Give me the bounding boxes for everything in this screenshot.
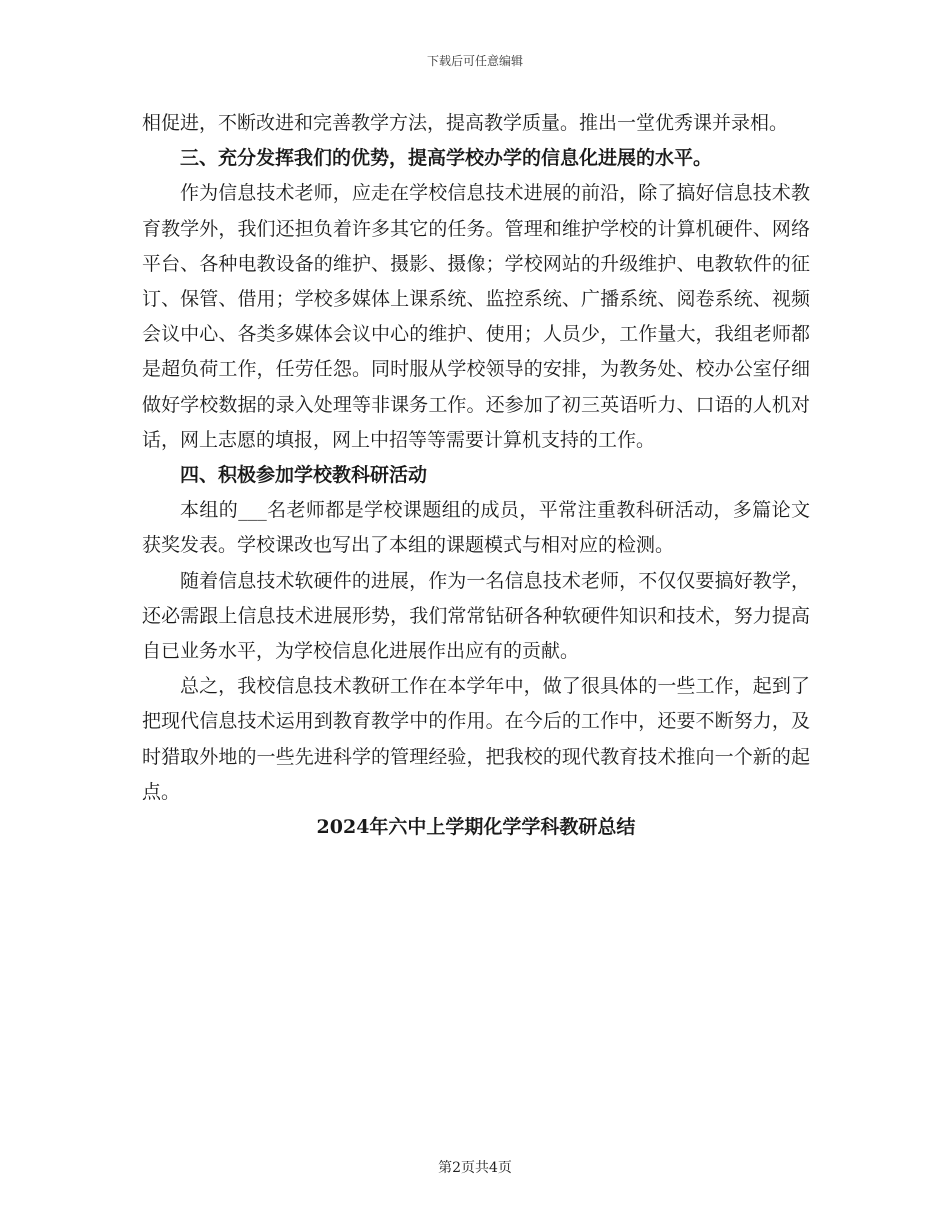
section-heading-3: 三、充分发挥我们的优势，提高学校办学的信息化进展的水平。 bbox=[180, 147, 713, 170]
page-number: 第2页共4页 bbox=[438, 1160, 512, 1176]
section-heading-4: 四、积极参加学校教科研活动 bbox=[180, 464, 428, 487]
document-body bbox=[142, 106, 810, 845]
next-document-title: 2024年六中上学期化学学科教研总结 bbox=[316, 816, 636, 839]
paragraph-continuation: 相促进，不断改进和完善教学方法，提高教学质量。推出一堂优秀课并录相。 bbox=[142, 112, 789, 134]
page-header-note: 下载后可任意编辑 bbox=[426, 54, 523, 68]
paragraph-summary: 总之，我校信息技术教研工作在本学年中，做了很具体的一些工作，起到了把现代信息技术运用到教育教学中的作用。在今后的工作中，还要不断努力，及时猎取外地的一些先进科学的管理经验，把我校的现代教育技术推向一个新的起点。 bbox=[142, 675, 810, 803]
paragraph-research: 本组的___名老师都是学校课题组的成员，平常注重教科研活动，多篇论文获奖发表。学校课改也写出了本组的课题模式与相对应的检测。 bbox=[142, 499, 810, 557]
paragraph-duties: 作为信息技术老师，应走在学校信息技术进展的前沿，除了搞好信息技术教育教学外，我们还担负着许多其它的任务。管理和维护学校的计算机硬件、网络平台、各种电教设备的维护、摄影、摄像；学校网站的升级维护、电教软件的征订、保管、借用；学校多媒体上课系统、监控系统、广播系统、阅卷系统、视频会议中心、各类多媒体会议中心的维护、使用；人员少，工作量大，我组老师都是超负荷工作，任劳任怨。同时服从学校领导的安排，为教务处、校办公室仔细做好学校数据的录入处理等非课务工作。还参加了初三英语听力、口语的人机对话，网上志愿的填报，网上中招等等需要计算机支持的工作。 bbox=[142, 182, 810, 451]
paragraph-development: 随着信息技术软硬件的进展，作为一名信息技术老师，不仅仅要搞好教学，还必需跟上信息技术进展形势，我们常常钻研各种软硬件知识和技术，努力提高自已业务水平，为学校信息化进展作出应有的贡献。 bbox=[142, 569, 810, 663]
